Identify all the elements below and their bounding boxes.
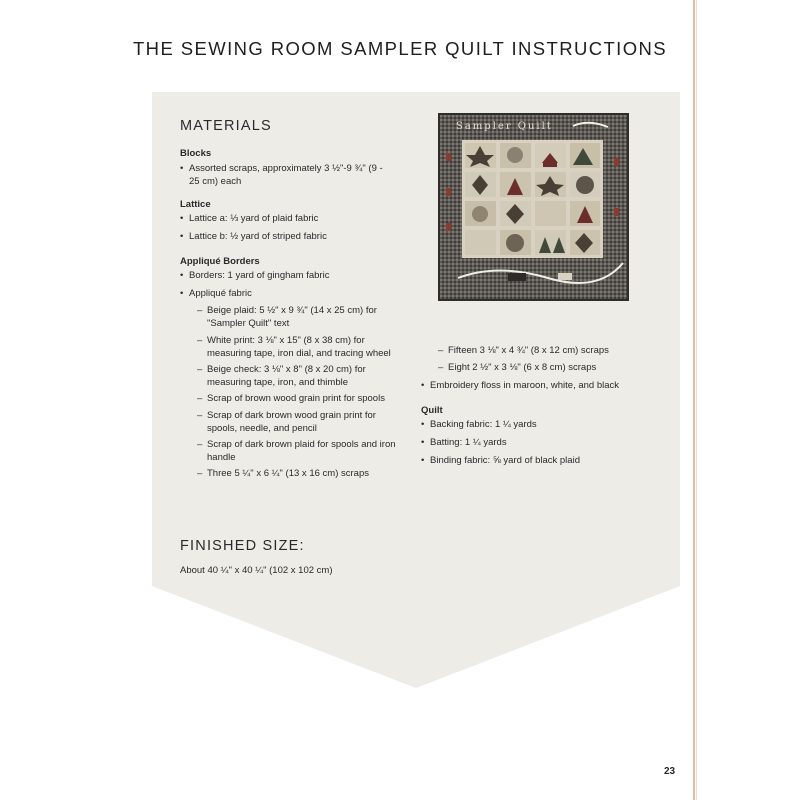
- materials-heading: MATERIALS: [180, 118, 272, 134]
- applique-borders-heading: Appliqué Borders: [180, 256, 260, 267]
- applique-fabric-item: – Eight 2 ½" x 3 ⅛" (6 x 8 cm) scraps: [438, 362, 658, 375]
- page-number: 23: [664, 766, 676, 777]
- finished-size-text: About 40 ¼" x 40 ¼" (102 x 102 cm): [180, 565, 333, 576]
- applique-fabric-item: – Fifteen 3 ⅛" x 4 ¾" (8 x 12 cm) scraps: [438, 345, 658, 358]
- quilt-item: • Backing fabric: 1 ¼ yards: [421, 419, 661, 432]
- blocks-heading: Blocks: [180, 148, 212, 159]
- blocks-item: • Assorted scraps, approximately 3 ½"-9 ¾" (9 - 25 cm) each: [180, 163, 390, 188]
- page-title: THE SEWING ROOM SAMPLER QUILT INSTRUCTIONS: [132, 38, 668, 59]
- applique-borders-item: • Appliqué fabric: [180, 288, 400, 301]
- applique-fabric-item: – White print: 3 ⅛" x 15" (8 x 38 cm) for measuring tape, iron dial, and tracing wheel: [197, 335, 407, 360]
- applique-fabric-item: – Beige plaid: 5 ½" x 9 ¾" (14 x 25 cm) for "Sampler Quilt" text: [197, 305, 401, 330]
- applique-borders-item: • Borders: 1 yard of gingham fabric: [180, 270, 400, 283]
- applique-fabric-item: – Beige check: 3 ⅛" x 8" (8 x 20 cm) for measuring tape, iron, and thimble: [197, 364, 401, 389]
- applique-fabric-item: – Scrap of dark brown plaid for spools and iron handle: [197, 439, 401, 464]
- quilt-photo: [438, 113, 629, 301]
- applique-fabric-item: – Scrap of dark brown wood grain print for spools, needle, and pencil: [197, 410, 401, 435]
- quilt-heading: Quilt: [421, 405, 443, 416]
- page-edge-line: [693, 0, 695, 800]
- finished-size-heading: FINISHED SIZE:: [180, 538, 305, 554]
- svg-text:Sampler Quilt: Sampler Quilt: [456, 121, 553, 132]
- page-edge-line-inner: [696, 0, 697, 800]
- lattice-item: • Lattice a: ⅓ yard of plaid fabric: [180, 213, 400, 226]
- quilt-item: • Binding fabric: ⅝ yard of black plaid: [421, 455, 661, 468]
- embroidery-item: • Embroidery floss in maroon, white, and black: [421, 380, 661, 393]
- lattice-heading: Lattice: [180, 199, 211, 210]
- applique-fabric-item: – Scrap of brown wood grain print for spools: [197, 393, 407, 406]
- lattice-item: • Lattice b: ½ yard of striped fabric: [180, 231, 400, 244]
- quilt-item: • Batting: 1 ¼ yards: [421, 437, 661, 450]
- applique-fabric-item: – Three 5 ¼" x 6 ¼" (13 x 16 cm) scraps: [197, 468, 407, 481]
- sampler-quilt-text: [456, 121, 553, 132]
